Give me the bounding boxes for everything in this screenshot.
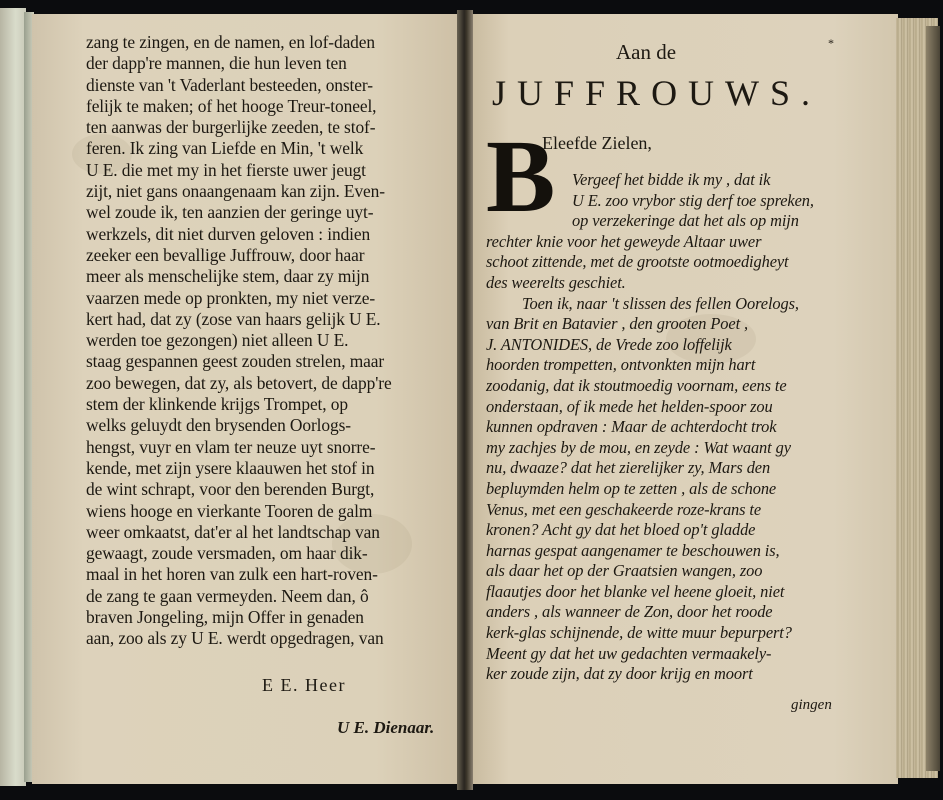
book-gutter (457, 10, 473, 790)
text-line: ten aanwas der burgerlijke zeeden, te stof- (86, 117, 376, 138)
text-line: J. ANTONIDES, de Vrede zoo loffelijk (486, 334, 732, 354)
text-line: der dapp're mannen, die hun leven ten (86, 53, 347, 74)
text-line: U E. die met my in het fierste uwer jeugt (86, 159, 366, 180)
text-line: ker zoude zijn, dat zy door krijg en moort (486, 664, 753, 684)
text-line: bepluymden helm op te zetten , als de schone (486, 478, 777, 498)
catchword: gingen (791, 697, 832, 713)
text-line: weer omkaatst, dat'er al het landtschap van (86, 521, 380, 542)
text-line: kunnen opdraven : Maar de achterdocht trok (486, 417, 777, 437)
signature-marker: * (828, 36, 834, 50)
text-line: wiens hooge en vierkante Tooren de galm (86, 500, 373, 521)
text-line: kert had, dat zy (zose van haars gelijk U E. (86, 308, 381, 329)
text-line: rechter knie voor het geweyde Altaar uwer (486, 231, 762, 251)
text-line: nu, dwaaze? dat het zierelijker zy, Mars den (486, 458, 771, 478)
text-line: feren. Ik zing van Liefde en Min, 't welk (86, 138, 364, 159)
text-line: Toen ik, naar 't slissen des fellen Oorelogs, (522, 293, 799, 313)
text-line: werkzels, dit niet durven geloven : indien (86, 223, 371, 244)
text-line: welks geluydt den brysenden Oorlogs- (86, 415, 351, 436)
text-line: meer als menschelijke stem, daar zy mijn (86, 266, 370, 287)
text-line: vaarzen mede op pronkten, my niet verze- (86, 287, 376, 308)
text-line: des weerelts geschiet. (486, 272, 626, 292)
text-line: kronen? Acht gy dat het bloed op't gladde (486, 520, 756, 540)
text-line: Vergeef het bidde ik my , dat ik (572, 170, 771, 189)
text-line: dienste van 't Vaderlant besteeden, onster- (86, 74, 373, 95)
left-page-body (86, 32, 456, 650)
text-line: my zachjes by de mou, en zeyde : Wat waant gy (486, 437, 791, 457)
book-cover-edge-right (926, 26, 940, 771)
text-line: kende, met zijn ysere klaauwen het stof in (86, 457, 375, 478)
text-line: onderstaan, of ik mede het helden-spoor zou (486, 396, 773, 416)
text-line: Meent gy dat het uw gedachten vermaakely- (486, 643, 772, 663)
text-line: flaautjes door het blanke vel heene gloeit, niet (486, 581, 785, 601)
text-line: wel zoude ik, ten aanzien der geringe uyt- (86, 202, 374, 223)
drop-cap: B (486, 119, 556, 234)
text-line: kerk-glas schijnende, de witte muur bepurpert? (486, 623, 792, 643)
text-line: felijk te maken; of het hooge Treur-toneel, (86, 95, 377, 116)
heading-small: Aan de (616, 40, 677, 64)
text-line: als daar het op der Graatsien wangen, zoo (486, 561, 763, 581)
page-title: JUFFROUWS. (492, 73, 822, 113)
text-line: zoo bewegen, dat zy, als betovert, de dapp're (86, 372, 392, 393)
text-line: schoot zittende, met de grootste ootmoedigheyt (486, 252, 789, 272)
text-line: gewaagt, zoude versmaden, om haar dik- (86, 543, 368, 564)
text-line: braven Jongeling, mijn Offer in genaden (86, 607, 364, 628)
text-line: aan, zoo als zy U E. werdt opgedragen, van (86, 628, 384, 649)
text-line: U E. zoo vrybor stig derf toe spreken, (572, 190, 814, 210)
book-cover-edge (0, 8, 26, 786)
text-line: anders , als wanneer de Zon, door het roode (486, 602, 773, 622)
text-line: zijt, niet gans onaangenaam kan zijn. Even- (86, 181, 385, 202)
text-line: maal in het horen van zulk een hart-roven- (86, 564, 378, 585)
text-line: op verzekeringe dat het als op mijn (572, 211, 799, 231)
text-line: zeeker een bevallige Juffrouw, door haar (86, 244, 365, 265)
text-line: staag gespannen geest zouden strelen, maar (86, 351, 385, 372)
text-line: werden toe gezongen) niet alleen U E. (86, 330, 349, 351)
text-line: de wint schrapt, voor den berenden Burgt, (86, 479, 375, 500)
text-line: Venus, met een geschakeerde roze-krans te (486, 499, 762, 519)
text-line: van Brit en Batavier , den grooten Poet , (486, 314, 749, 334)
text-line: de zang te gaan vermeyden. Neem dan, ô (86, 585, 369, 606)
text-line: hengst, vuyr en vlam ter neuze uyt snorre- (86, 436, 376, 457)
signature-title: E E. Heer (262, 675, 346, 695)
text-line: zoodanig, dat ik stoutmoedig voornam, eens te (486, 375, 787, 395)
salutation: Eleefde Zielen, (542, 133, 652, 153)
text-line: stem der klinkende krijgs Trompet, op (86, 394, 348, 415)
text-line: hoorden trompetten, ontvonkten mijn hart (486, 355, 756, 375)
text-line: zang te zingen, en de namen, en lof-daden (86, 32, 375, 52)
text-line: harnas gespat aangenamer te beschouwen is, (486, 540, 780, 560)
signature-closing: U E. Dienaar. (337, 718, 435, 737)
right-page-body (486, 170, 846, 685)
